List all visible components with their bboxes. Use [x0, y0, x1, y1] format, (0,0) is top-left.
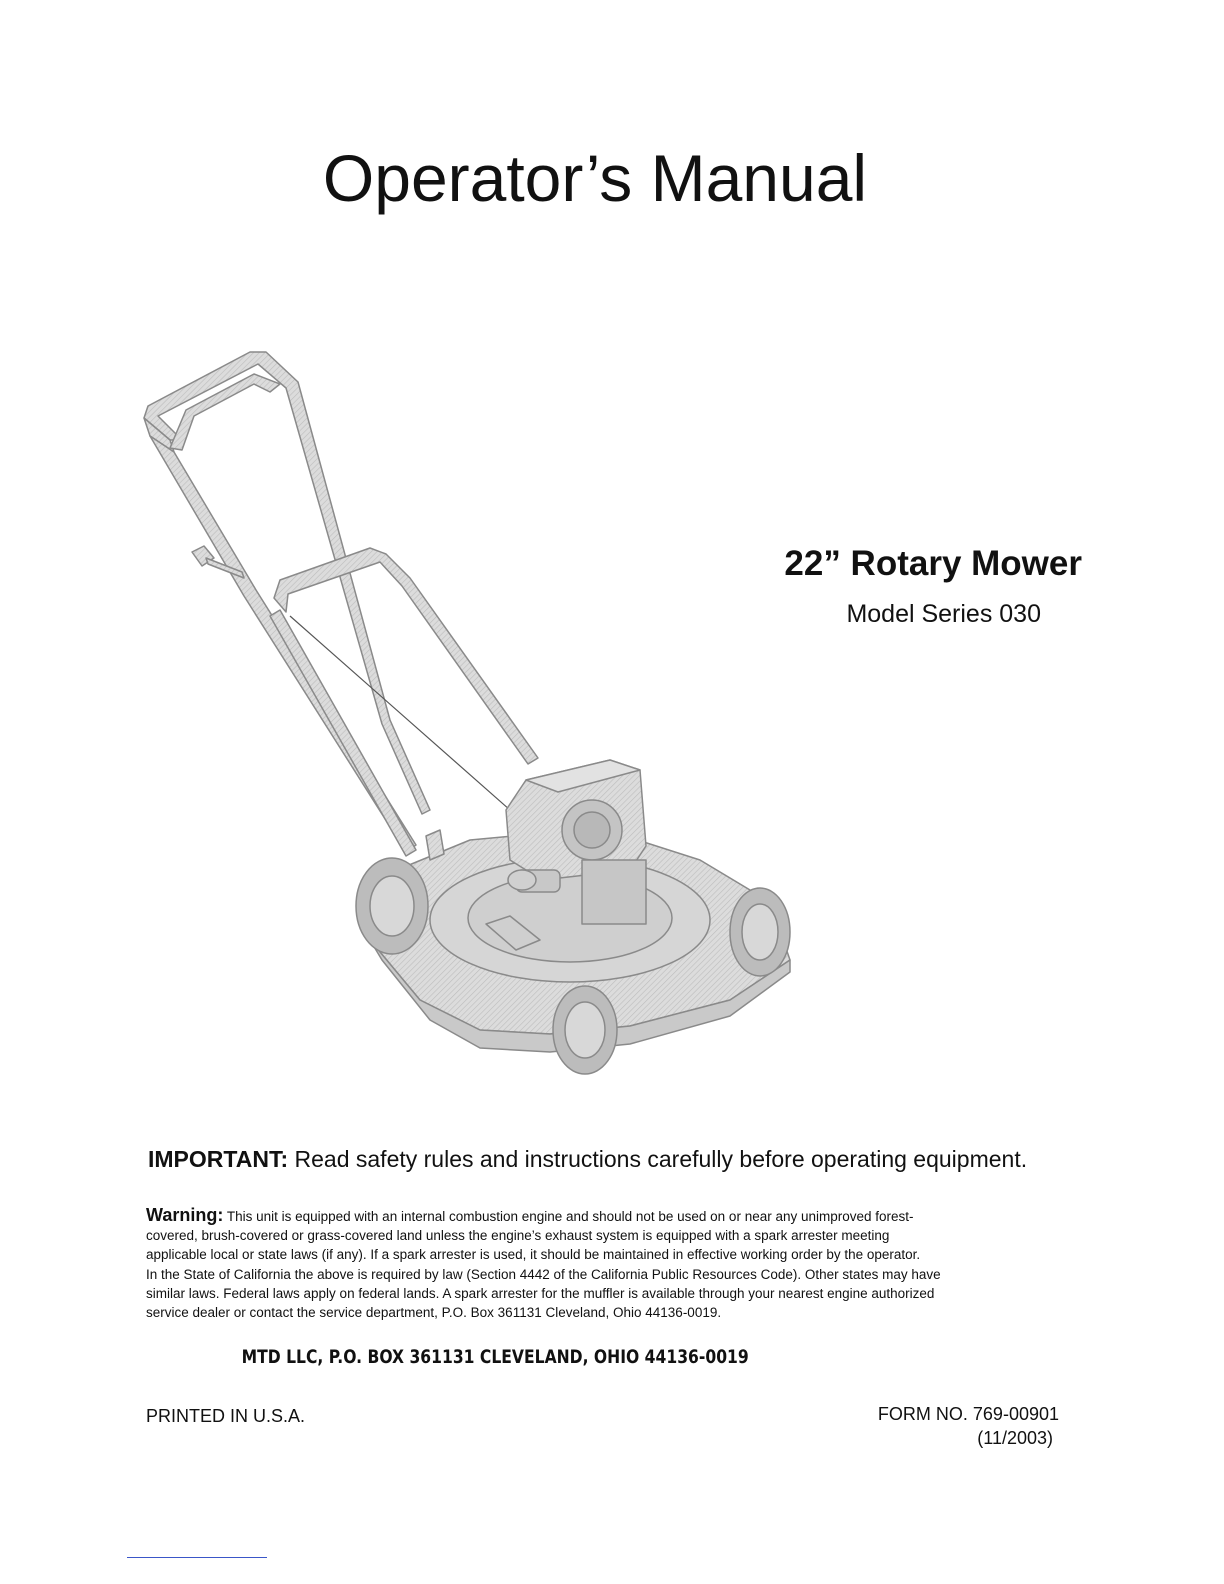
warning-line-text: This unit is equipped with an internal combustion engine and should not be used on or near any unimproved forest-: [226, 1209, 914, 1224]
important-label: IMPORTANT:: [148, 1146, 289, 1172]
warning-line: In the State of California the above is required by law (Section 4442 of the California Public Resources Code). Other states may have: [146, 1266, 941, 1282]
company-address: MTD LLC, P.O. BOX 361131 CLEVELAND, OHIO 44136-0019: [241, 1346, 749, 1368]
document-title: Operator’s Manual: [322, 141, 868, 215]
warning-line: [146, 1206, 1076, 1226]
warning-label: Warning:: [146, 1205, 224, 1225]
footer-divider: [127, 1557, 267, 1558]
important-notice: [148, 1146, 1027, 1173]
warning-line: similar laws. Federal laws apply on federal lands. A spark arrester for the muffler is available through your nearest engine authorized: [146, 1285, 935, 1301]
important-text: Read safety rules and instructions carefully before operating equipment.: [294, 1146, 1028, 1172]
warning-line: service dealer or contact the service department, P.O. Box 361131 Cleveland, Ohio 44136-0019.: [146, 1305, 722, 1321]
warning-line: applicable local or state laws (if any). If a spark arrester is used, it should be maintained in effective working order by the operator.: [146, 1247, 921, 1263]
warning-paragraph: [146, 1206, 1076, 1322]
product-name: 22” Rotary Mower: [784, 544, 1082, 583]
printed-in: PRINTED IN U.S.A.: [146, 1406, 306, 1426]
form-number: FORM NO. 769-00901: [877, 1404, 1059, 1424]
warning-line: covered, brush-covered or grass-covered land unless the engine’s exhaust system is equipped with a spark arrester meeting: [146, 1228, 890, 1244]
lawn-mower-illustration: [130, 340, 820, 1080]
form-date: (11/2003): [977, 1428, 1053, 1448]
model-series: Model Series 030: [846, 600, 1041, 628]
